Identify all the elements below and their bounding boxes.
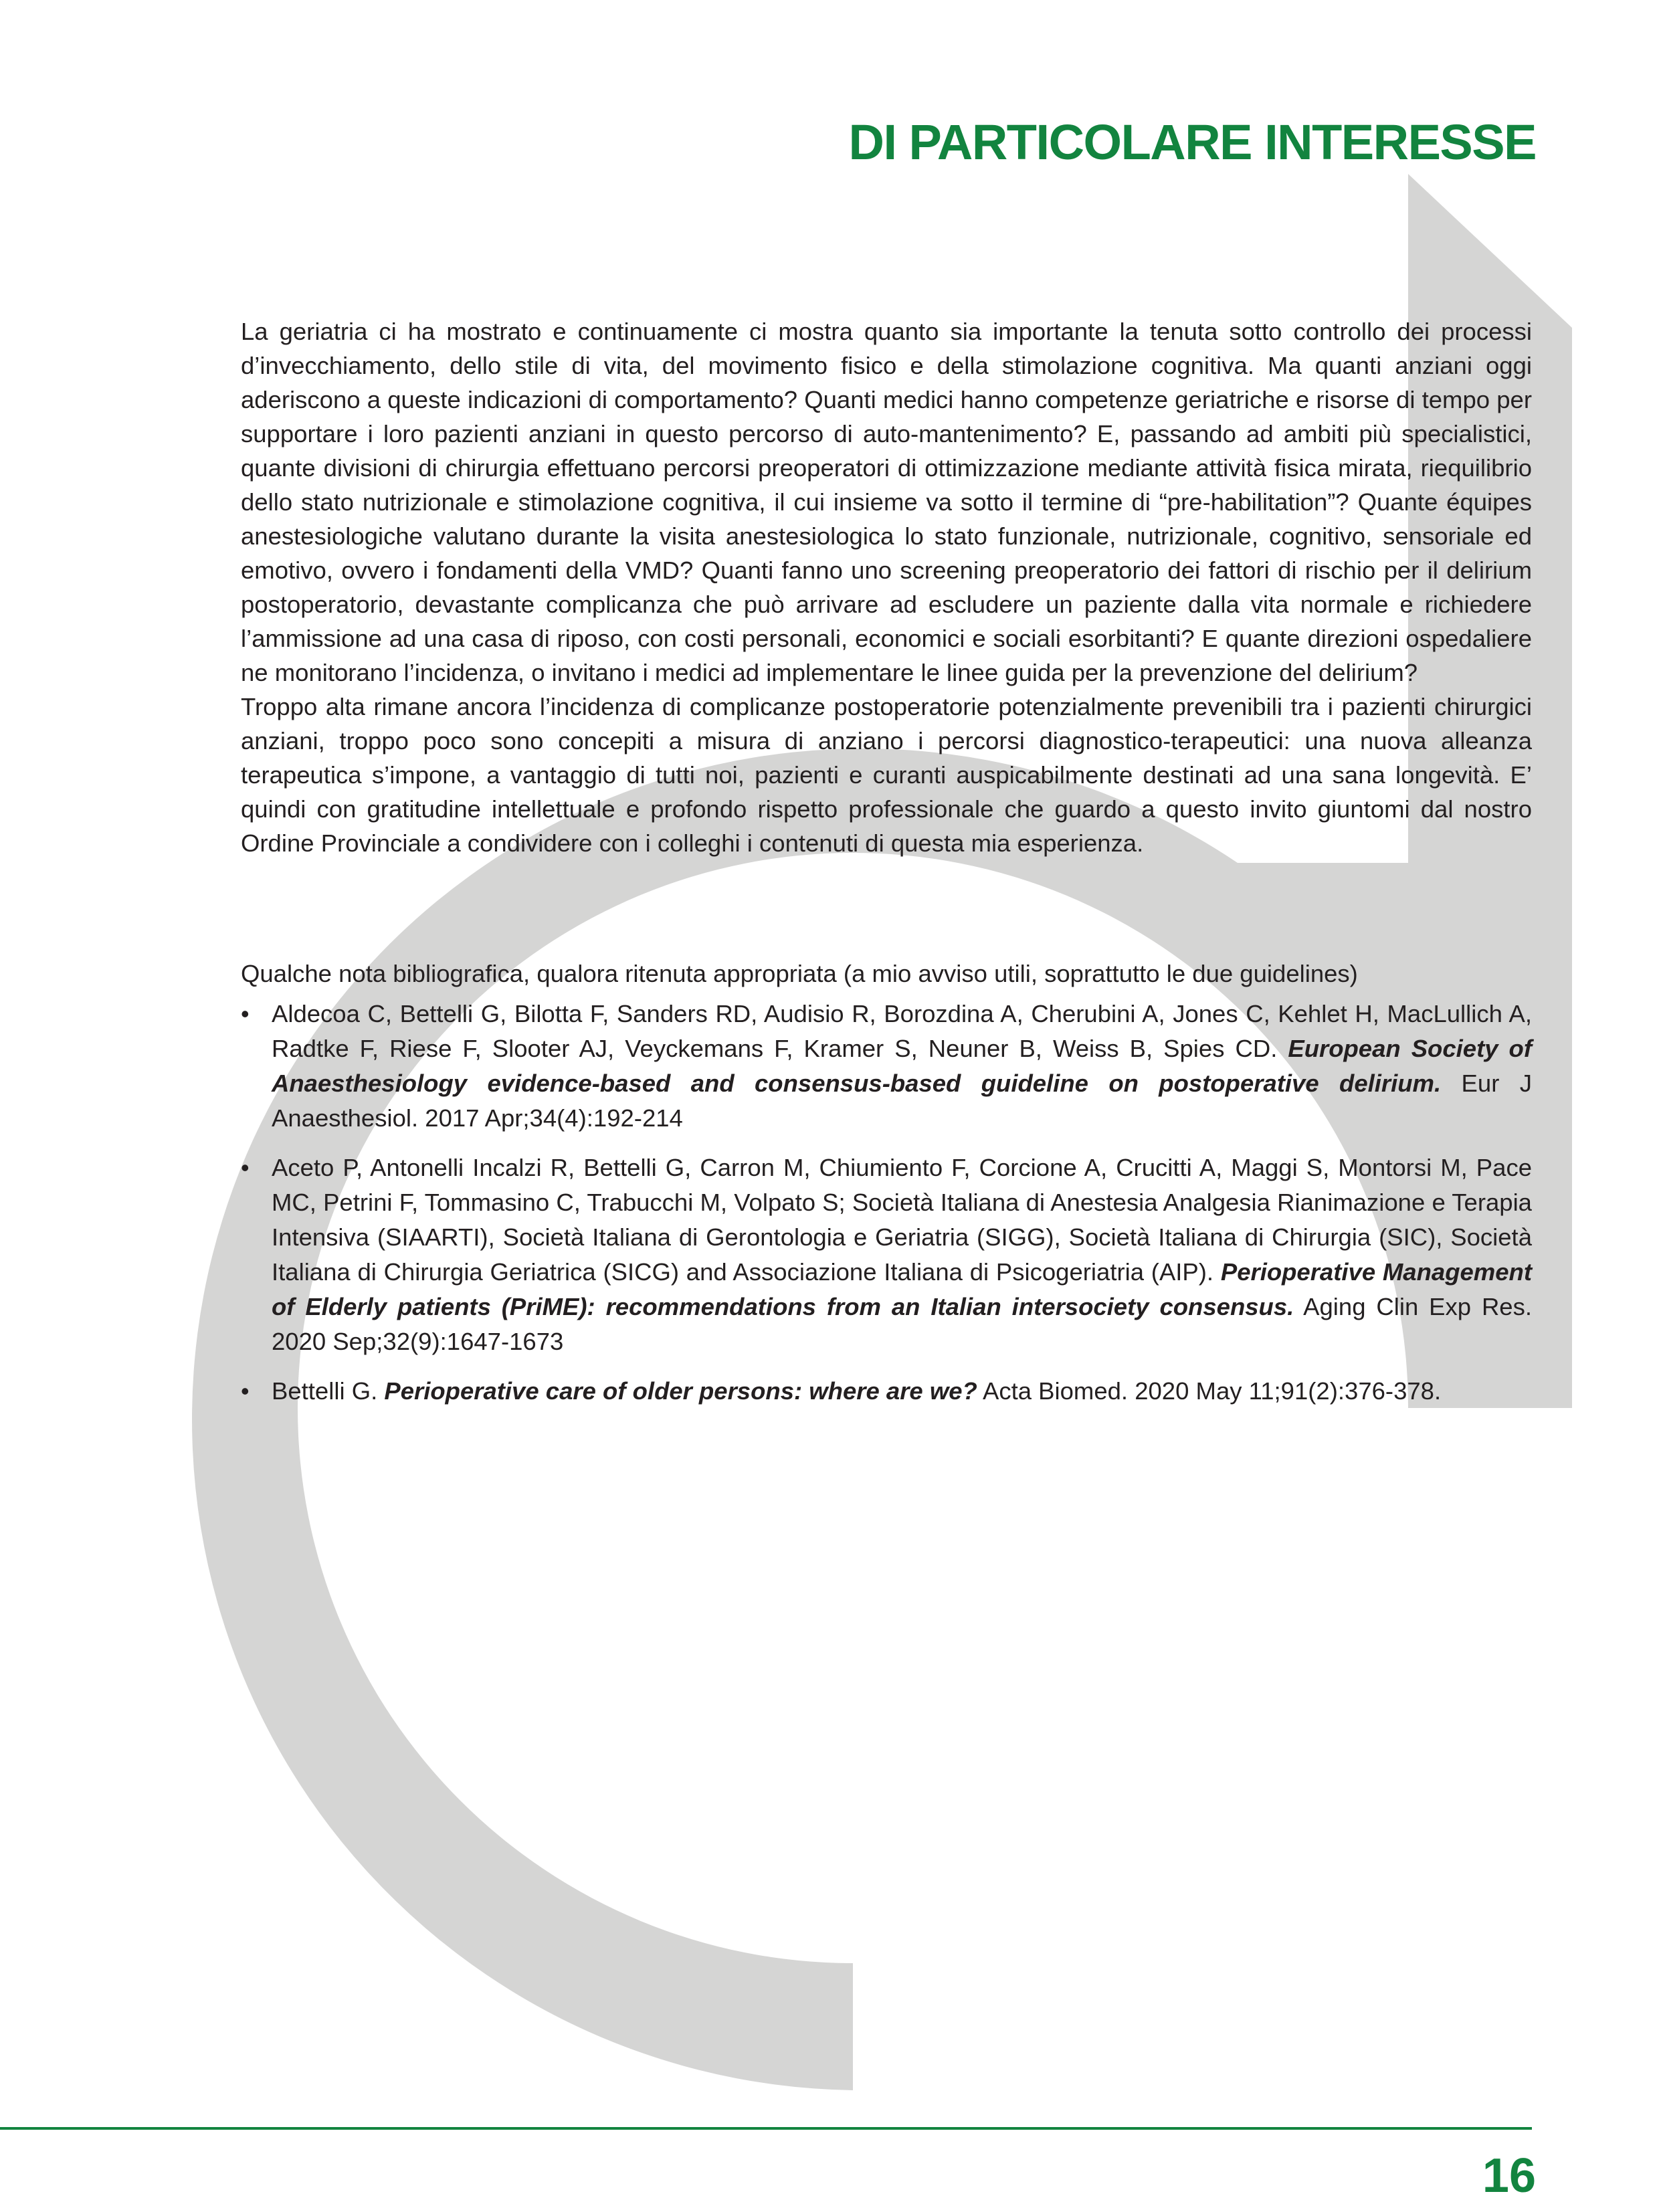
reference-source: Aging Clin Exp Res. 2020 Sep;32(9):1647-1673 [272,1293,1532,1355]
page-number: 16 [1482,2149,1536,2203]
reference-authors: Bettelli G. [272,1377,385,1405]
bullet-icon: • [241,1000,250,1027]
body-paragraph: La geriatria ci ha mostrato e continuamente ci mostra quanto sia importante la tenuta sotto controllo dei processi d’invecchiamento, dello stile di vita, del movimento fisico e della stimolazione cognitiva. Ma quanti anziani oggi aderiscono a queste indicazioni di comportamento? Quanti medici hanno competenze geriatriche e risorse di tempo per supportare i loro pazienti anziani in questo percorso di auto-mantenimento? E, passando ad ambiti più specialistici, quante divisioni di chirurgia effettuano percorsi preoperatori di ottimizzazione mediante attività fisica mirata, riequilibrio dello stato nutrizionale e stimolazione cognitiva, il cui insieme va sotto il termine di “pre-habilitation”? Quante équipes anestesiologiche valutano durante la visita anestesiologica lo stato funzionale, nutrizionale, cognitivo, sensoriale ed emotivo, ovvero i fondamenti della VMD? Quanti fanno uno screening preoperatorio dei fattori di rischio per il delirium postoperatorio, devastante complicanza che può arrivare ad escludere un paziente dalla vita normale e richiedere l’ammissione ad una casa di riposo, con costi personali, economici e sociali esorbitanti? E quante direzioni ospedaliere ne monitorano l’incidenza, o invitano i medici ad implementare le linee guida per la prevenzione del delirium? [241,318,1532,686]
reference-title: Perioperative Management of Elderly patients (PriME): recommendations from an Italian intersociety consensus. [272,1258,1532,1320]
body-paragraph: Troppo alta rimane ancora l’incidenza di complicanze postoperatorie potenzialmente prevenibili tra i pazienti chirurgici anziani, troppo poco sono concepiti a misura di anziano i percorsi diagnostico-terapeutici: una nuova alleanza terapeutica s’impone, a vantaggio di tutti noi, pazienti e curanti auspicabilmente destinati ad una sana longevità. E’ quindi con gratitudine intellettuale e profondo rispetto professionale che guardo a questo invito giuntomi dal nostro Ordine Provinciale a condividere con i colleghi i contenuti di questa mia esperienza. [241,693,1532,857]
reference-title: Perioperative care of older persons: where are we? [384,1377,977,1405]
bullet-icon: • [241,1377,250,1405]
reference-item [241,1150,1532,1359]
reference-list [241,997,1532,1409]
reference-title: European Society of Anaesthesiology evidence-based and consensus-based guideline on postoperative delirium. [272,1035,1533,1097]
page-title: DI PARTICOLARE INTERESSE [848,114,1536,170]
reference-item [241,1374,1532,1409]
reference-authors: Aldecoa C, Bettelli G, Bilotta F, Sanders RD, Audisio R, Borozdina A, Cherubini A, Jones C, Kehlet H, MacLullich A, Radtke F, Riese F, Slooter AJ, Veyckemans F, Kramer S, Neuner B, Weiss B, Spies CD. [272,1000,1532,1062]
article-body [241,314,1532,860]
reference-source: Acta Biomed. 2020 May 11;91(2):376-378. [977,1377,1442,1405]
reference-source: Eur J Anaesthesiol. 2017 Apr;34(4):192-214 [272,1070,1532,1132]
bullet-icon: • [241,1154,250,1181]
bibliography-intro: Qualche nota bibliografica, qualora ritenuta appropriata (a mio avviso utili, soprattutto le due guidelines) [241,960,1358,987]
reference-authors: Aceto P, Antonelli Incalzi R, Bettelli G, Carron M, Chiumiento F, Corcione A, Crucitti A, Maggi S, Montorsi M, Pace MC, Petrini F, Tommasino C, Trabucchi M, Volpato S; Società Italiana di Anestesia Analgesia Rianimazione e Terapia Intensiva (SIAARTI), Società Italiana di Gerontologia e Geriatria (SIGG), Società Italiana di Chirurgia (SIC), Società Italiana di Chirurgia Geriatrica (SICG) and Associazione Italiana di Psicogeriatria (AIP). [272,1154,1532,1286]
bibliography [241,957,1532,1423]
footer-divider [0,2127,1532,2130]
reference-item [241,997,1532,1136]
